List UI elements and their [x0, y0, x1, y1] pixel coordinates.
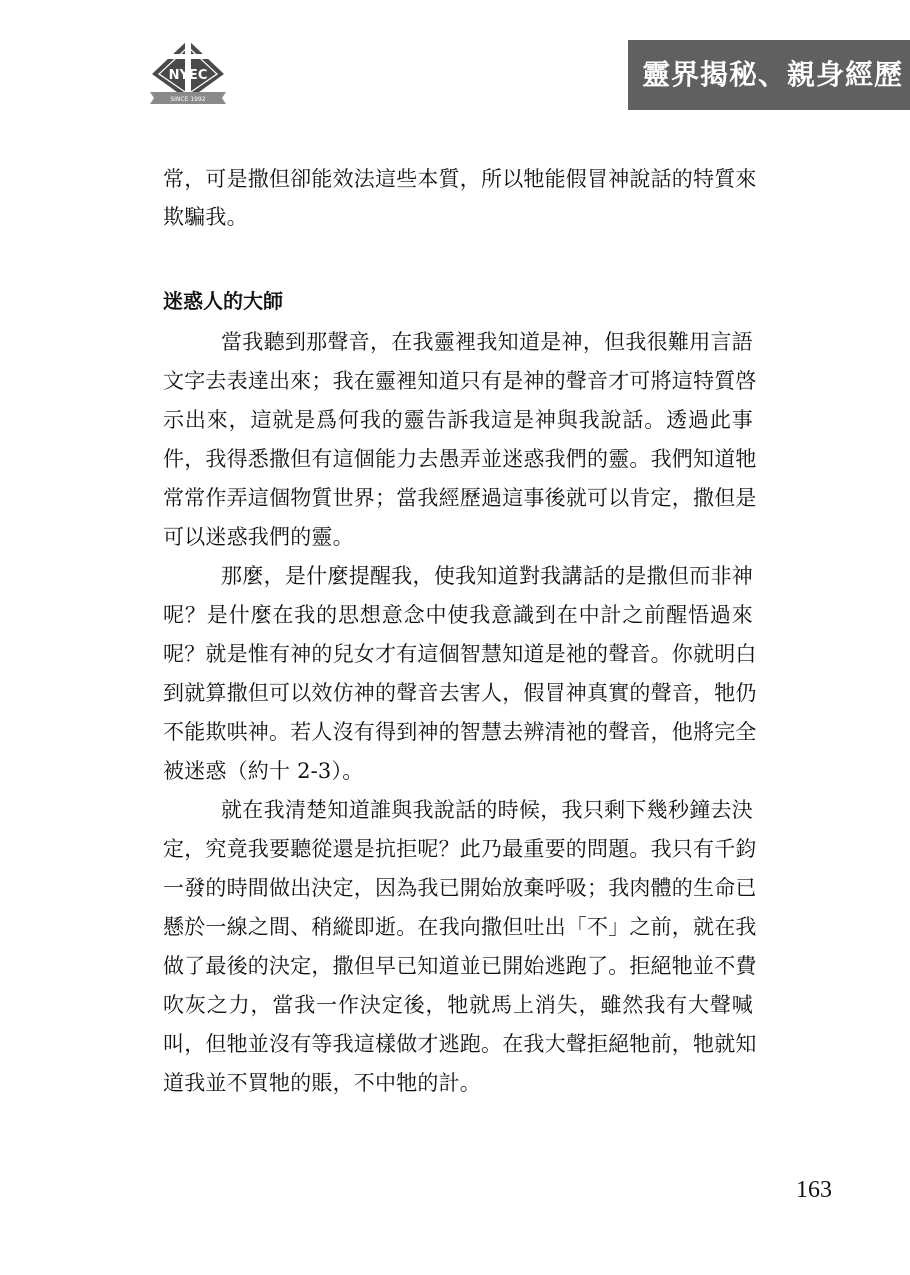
body-line: 就在我清楚知道誰與我說話的時候，我只剩下幾秒鐘去決 — [221, 798, 753, 822]
body-line: 文字去表達出來；我在靈裡知道只有是神的聲音才可將這特質啓 — [163, 369, 757, 393]
logo-since-text: SINCE 1992 — [170, 96, 206, 103]
body-line: 呢？就是惟有神的兒女才有這個智慧知道是祂的聲音。你就明白 — [163, 642, 757, 666]
body-line: 懸於一線之間、稍縱即逝。在我向撒但吐出「不」之前，就在我 — [163, 915, 757, 939]
body-line: 欺騙我。 — [163, 205, 248, 229]
body-line: 當我聽到那聲音，在我靈裡我知道是神，但我很難用言語 — [221, 330, 753, 354]
body-line: 件，我得悉撒但有這個能力去愚弄並迷惑我們的靈。我們知道牠 — [163, 447, 757, 471]
body-line: 道我並不買牠的賬，不中牠的計。 — [163, 1071, 481, 1095]
body-line: 吹灰之力，當我一作決定後，牠就馬上消失，雖然我有大聲喊 — [163, 993, 753, 1017]
body-line: 那麼，是什麼提醒我，使我知道對我講話的是撒但而非神 — [221, 564, 753, 588]
page-number: 163 — [796, 1177, 832, 1203]
body-line: 可以迷惑我們的靈。 — [163, 525, 354, 549]
logo-text: NYEC — [168, 68, 208, 83]
body-line: 常常作弄這個物質世界；當我經歷過這事後就可以肯定，撒但是 — [163, 486, 757, 510]
nyec-logo — [148, 38, 228, 108]
body-line: 被迷惑（約十 2-3）。 — [163, 759, 364, 783]
section-heading: 迷惑人的大師 — [163, 289, 283, 313]
body-line: 示出來，這就是爲何我的靈告訴我這是神與我說話。透過此事 — [163, 408, 753, 432]
body-line: 常，可是撒但卻能效法這些本質，所以牠能假冒神說話的特質來 — [163, 167, 757, 191]
body-line: 到就算撒但可以效仿神的聲音去害人，假冒神真實的聲音，牠仍 — [163, 681, 757, 705]
body-line: 一發的時間做出決定，因為我已開始放棄呼吸；我肉體的生命已 — [163, 876, 757, 900]
logo-emblem — [148, 38, 228, 108]
body-line: 定，究竟我要聽從還是抗拒呢？此乃最重要的問題。我只有千鈞 — [163, 837, 757, 861]
body-line: 呢？是什麼在我的思想意念中使我意識到在中計之前醒悟過來 — [163, 603, 753, 627]
body-line: 做了最後的決定，撒但早已知道並已開始逃跑了。拒絕牠並不費 — [163, 954, 757, 978]
body-line: 不能欺哄神。若人沒有得到神的智慧去辨清祂的聲音，他將完全 — [163, 720, 757, 744]
section-title: 靈界揭秘、親身經歷 — [628, 40, 910, 110]
body-line: 叫，但牠並沒有等我這樣做才逃跑。在我大聲拒絕牠前，牠就知 — [163, 1032, 757, 1056]
